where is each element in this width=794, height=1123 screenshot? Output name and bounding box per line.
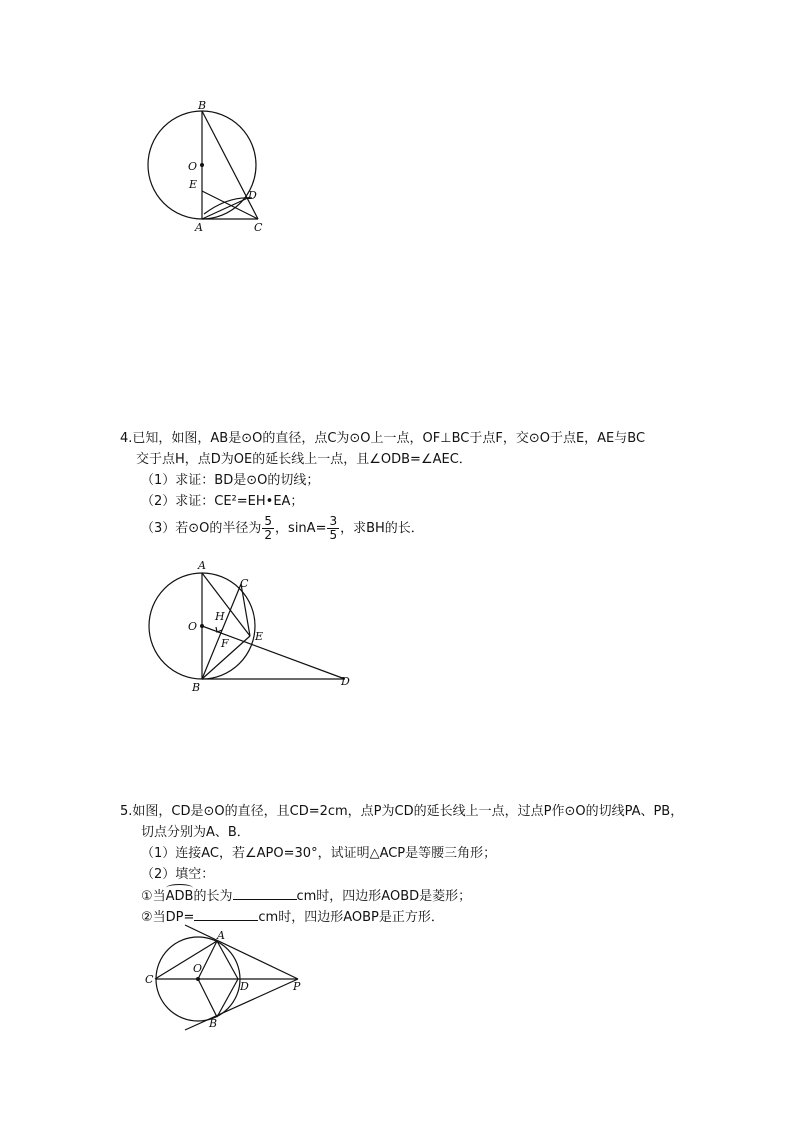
fraction-radius: $\frac{5}{2}$ xyxy=(264,514,273,542)
arc-adb: ADB xyxy=(165,889,194,904)
figure-1 xyxy=(140,95,280,240)
q4-stem-line1: 4.已知，如图，AB是⊙O的直径，点C为⊙O上一点，OF⊥BC于点F，交⊙O于点E，AE与BC xyxy=(120,431,646,446)
q4-part2: （2）求证：CE²=EH•EA； xyxy=(141,494,304,509)
label-c: C xyxy=(254,221,263,234)
answer-blank-1[interactable] xyxy=(233,887,297,900)
q5-stem-line1: 5.如图，CD是⊙O的直径，且CD=2cm，点P为CD的延长线上一点，过点P作⊙O的切线PA、PB， xyxy=(120,804,684,819)
label-o: O xyxy=(188,160,198,173)
q5-fill2: ②当DP= cm时，四边形AOBP是正方形． xyxy=(141,910,444,925)
q5-part1: （1）连接AC，若∠APO=30°，试证明△ACP是等腰三角形； xyxy=(141,846,497,861)
label-a: A xyxy=(195,221,203,234)
label-c: C xyxy=(145,973,154,986)
q4-stem-line2: 交于点H，点D为OE的延长线上一点，且∠ODB=∠AEC． xyxy=(136,452,472,467)
label-d: D xyxy=(248,189,257,202)
label-e: E xyxy=(189,178,198,191)
q4-part3 xyxy=(141,515,424,542)
label-d: D xyxy=(341,675,350,688)
figure-q4 xyxy=(140,555,360,695)
label-o: O xyxy=(193,962,203,975)
label-b: B xyxy=(198,99,207,112)
label-d: D xyxy=(240,980,249,993)
label-b: B xyxy=(192,681,201,694)
answer-blank-2[interactable] xyxy=(194,908,258,921)
q5-part2: （2）填空： xyxy=(141,867,215,882)
label-c: C xyxy=(240,577,249,590)
label-h: H xyxy=(215,610,225,623)
label-e: E xyxy=(255,630,264,643)
q5-fill1: ①当ADB的长为 cm时，四边形AOBD是菱形； xyxy=(141,889,472,904)
q4-part1: （1）求证：BD是⊙O的切线； xyxy=(141,473,320,488)
q5-stem-line2: 切点分别为A、B． xyxy=(141,825,250,840)
label-a: A xyxy=(198,559,206,572)
q4-part3-c: ，求BH的长． xyxy=(340,521,424,536)
fraction-sina: $\frac{3}{5}$ xyxy=(329,514,338,542)
label-b: B xyxy=(209,1017,218,1030)
label-a: A xyxy=(217,929,225,942)
q4-part3-a: （3）若⊙O的半径为 xyxy=(141,521,262,536)
label-o: O xyxy=(188,620,198,633)
q4-part3-b: ，sinA= xyxy=(275,521,327,536)
label-p: P xyxy=(293,980,301,993)
label-f: F xyxy=(221,637,229,650)
figure-q5 xyxy=(140,925,310,1035)
